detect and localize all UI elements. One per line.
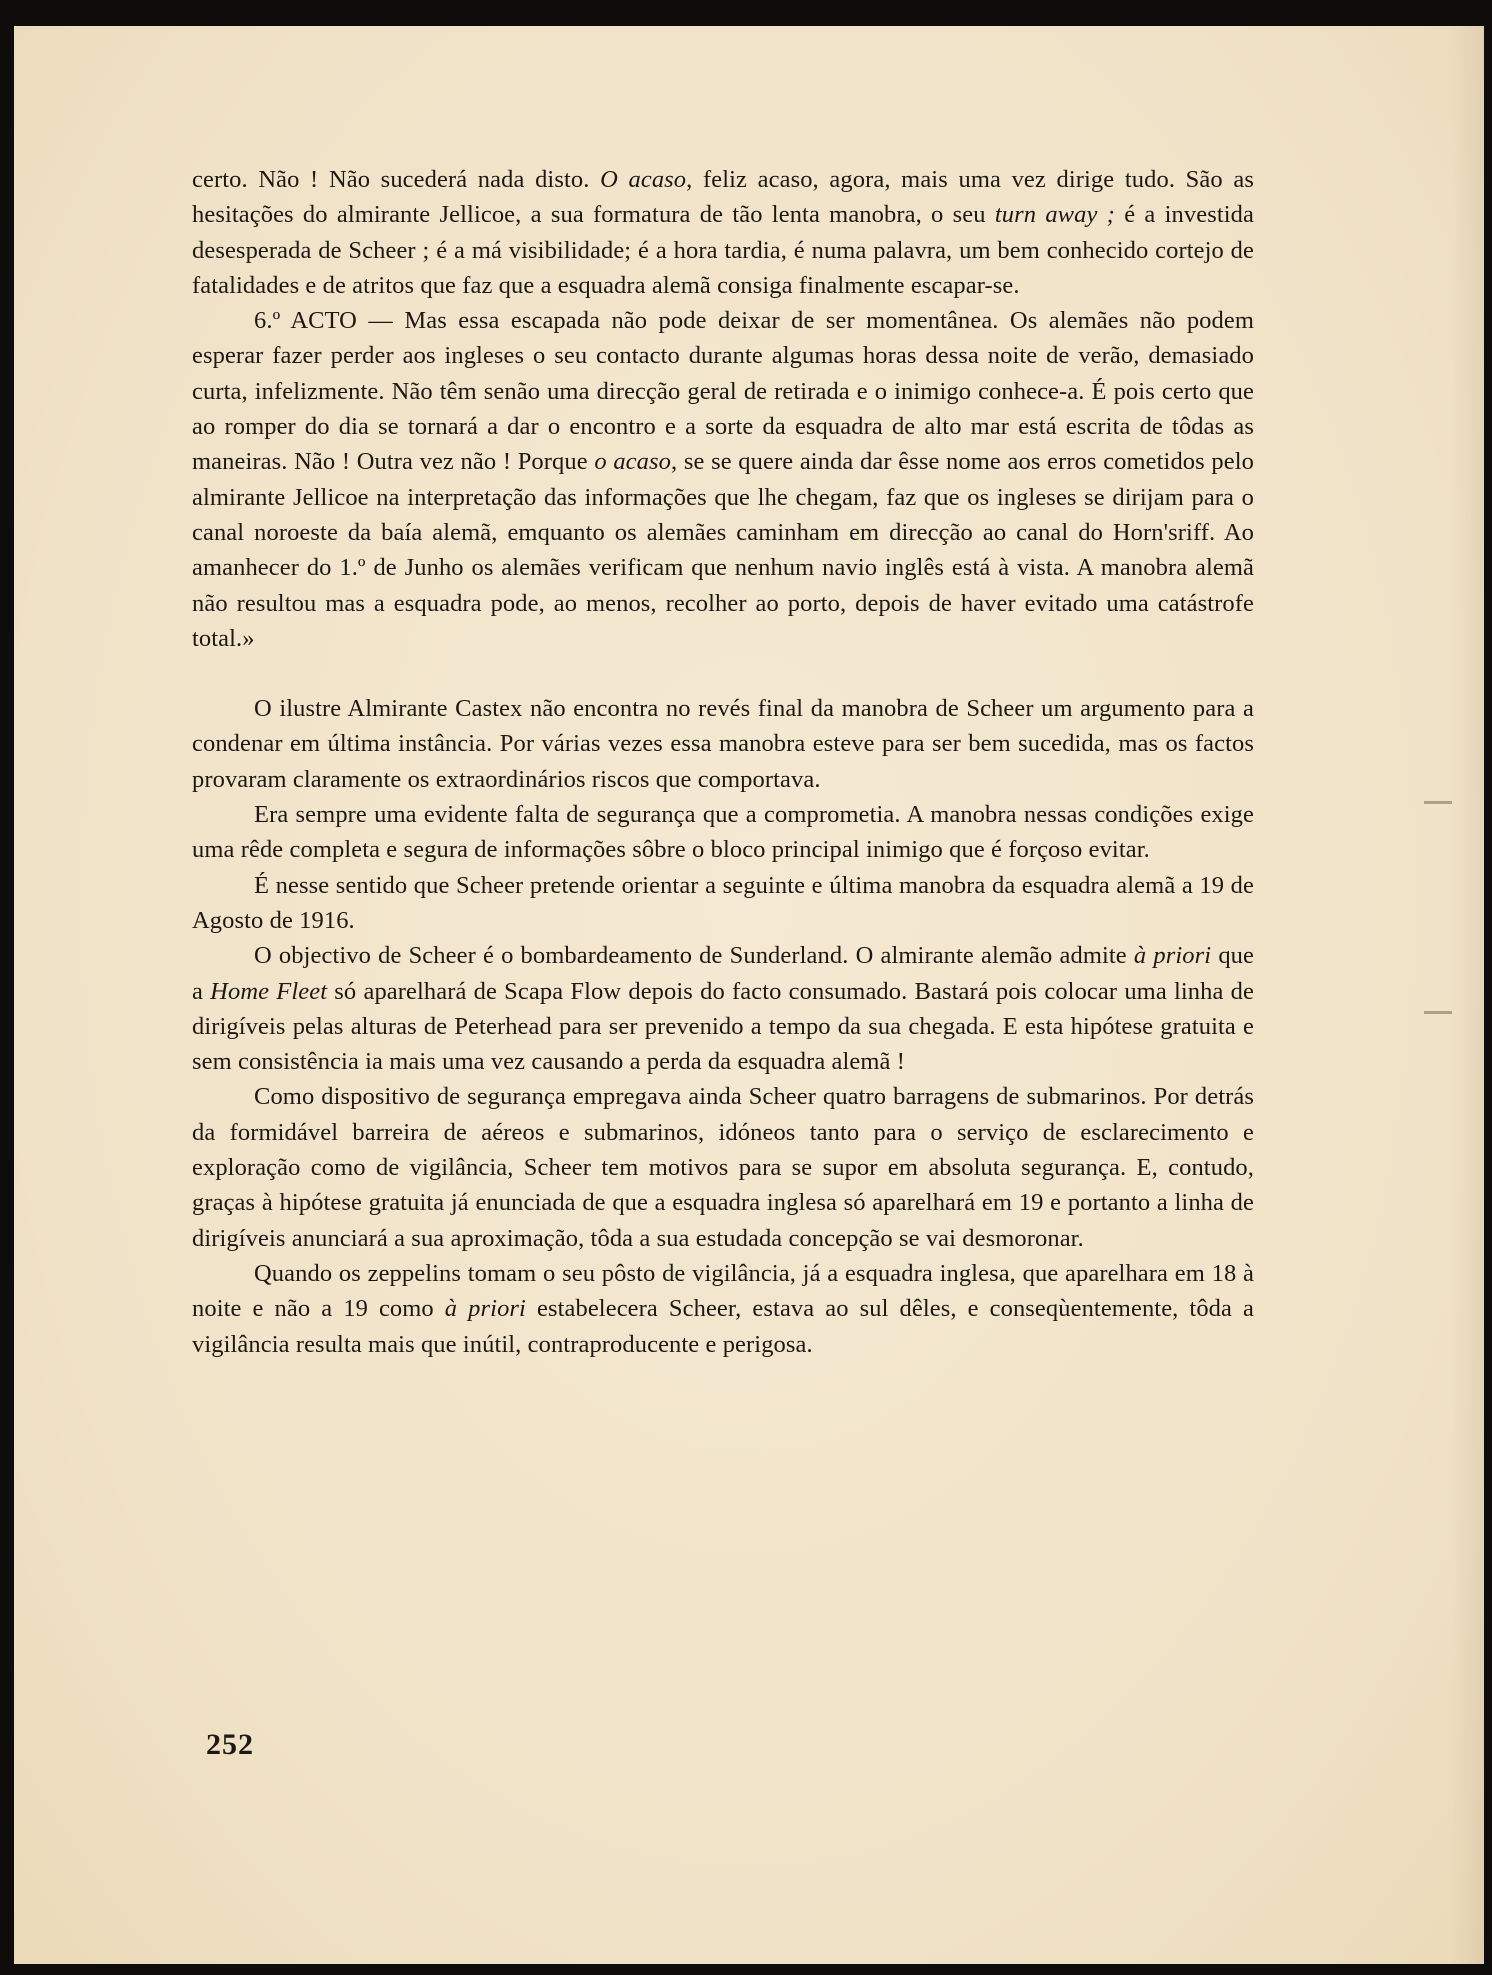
text-run: que a [192,942,1254,1005]
text-run: Era sempre uma evidente falta de segurança que a comprometia. A manobra nessas condições exige uma rêde completa e segura de informações sôbre o bloco principal inimigo que é forçoso evitar. [192,801,1254,864]
text-run: O objectivo de Scheer é o bombardeamento de Sunderland. O almirante alemão admite [254,942,1134,970]
paragraph-p1 [192,162,1254,303]
margin-mark [1424,1011,1452,1014]
margin-mark [1424,801,1452,804]
paragraph-p8 [192,1256,1254,1362]
paragraph-p6 [192,938,1254,1079]
text-run: , feliz acaso, agora, mais uma vez dirige tudo. São as hesitações do almirante Jellicoe, a sua formatura de tão lenta manobra, o seu [192,166,1254,229]
text-run: O ilustre Almirante Castex não encontra no revés final da manobra de Scheer um argumento para a condenar em última instância. Por várias vezes essa manobra esteve para ser bem sucedida, mas os factos provaram claramente os extraordinários riscos que comportava. [192,695,1254,793]
italic-text: o acaso [594,448,671,476]
text-run: certo. Não ! Não sucederá nada disto. [192,166,601,193]
page-number: 252 [206,1728,254,1761]
paragraph-p4 [192,797,1254,868]
text-run: É nesse sentido que Scheer pretende orientar a seguinte e última manobra da esquadra alemã a 19 de Agosto de 1916. [192,871,1254,934]
italic-text: à priori [1133,942,1212,970]
text-run: estabelecera Scheer, estava ao sul dêles, e conseqùentemente, tôda a vigilância resulta mais que inútil, contraproducente e perigosa. [192,1295,1255,1358]
paragraph-p7 [192,1079,1254,1255]
italic-text: à priori [444,1295,526,1323]
text-run: 6.º ACTO — Mas essa escapada não pode deixar de ser momentânea. Os alemães não podem esperar fazer perder aos ingleses o seu contacto durante algumas horas dessa noite de verão, demasiado curta, infelizmente. Não têm senão uma direcção geral de retirada e o inimigo conhece-a. É pois certo que ao romper do dia se tornará a dar o encontro e a sorte da esquadra de alto mar está escrita de tôdas as maneiras. Não ! Outra vez não ! Porque [192,307,1254,476]
text-run: só aparelhará de Scapa Flow depois do facto consumado. Bastará pois colocar uma linha de dirigíveis pelas alturas de Peterhead para ser prevenido a tempo da sua chegada. E esta hipótese gratuita e sem consistência ia mais uma vez causando a perda da esquadra alemã ! [192,977,1254,1076]
body-text [192,162,1254,1362]
text-run: é a investida desesperada de Scheer ; é a má visibilidade; é a hora tardia, é numa palavra, um bem conhecido cortejo de fatalidades e de atritos que faz que a esquadra alemã consiga finalmente escapar-se. [192,201,1254,299]
text-run: Quando os zeppelins tomam o seu pôsto de vigilância, já a esquadra inglesa, que aparelhara em 18 à noite e não a 19 como [192,1259,1254,1323]
text-run: , se se quere ainda dar êsse nome aos erros cometidos pelo almirante Jellicoe na interpretação das informações que lhe chegam, faz que os ingleses se dirijam para o canal noroeste da baía alemã, emquanto os alemães caminham em direcção ao canal do Horn'sriff. Ao amanhecer do 1.º de Junho os alemães verificam que nenhum navio inglês está à vista. A manobra alemã não resultou mas a esquadra pode, ao menos, recolher ao porto, depois de haver evitado uma catástrofe total.» [192,448,1254,652]
paragraph-p3 [192,691,1254,797]
page-edge-shadow [1450,26,1484,1964]
italic-text: turn away ; [994,201,1115,229]
paragraph-p2 [192,303,1254,656]
text-run: Como dispositivo de segurança empregava ainda Scheer quatro barragens de submarinos. Por detrás da formidável barreira de aéreos e submarinos, idóneos tanto para o serviço de esclarecimento e exploração como de vigilância, Scheer tem motivos para se supor em absoluta segurança. E, contudo, graças à hipótese gratuita já enunciada de que a esquadra inglesa só aparelhará em 19 e portanto a linha de dirigíveis anunciará a sua aproximação, tôda a sua estudada concepção se vai desmoronar. [192,1083,1254,1252]
italic-text: Home Fleet [210,977,328,1005]
italic-text: O acaso [600,166,687,193]
paragraph-p5 [192,868,1254,939]
